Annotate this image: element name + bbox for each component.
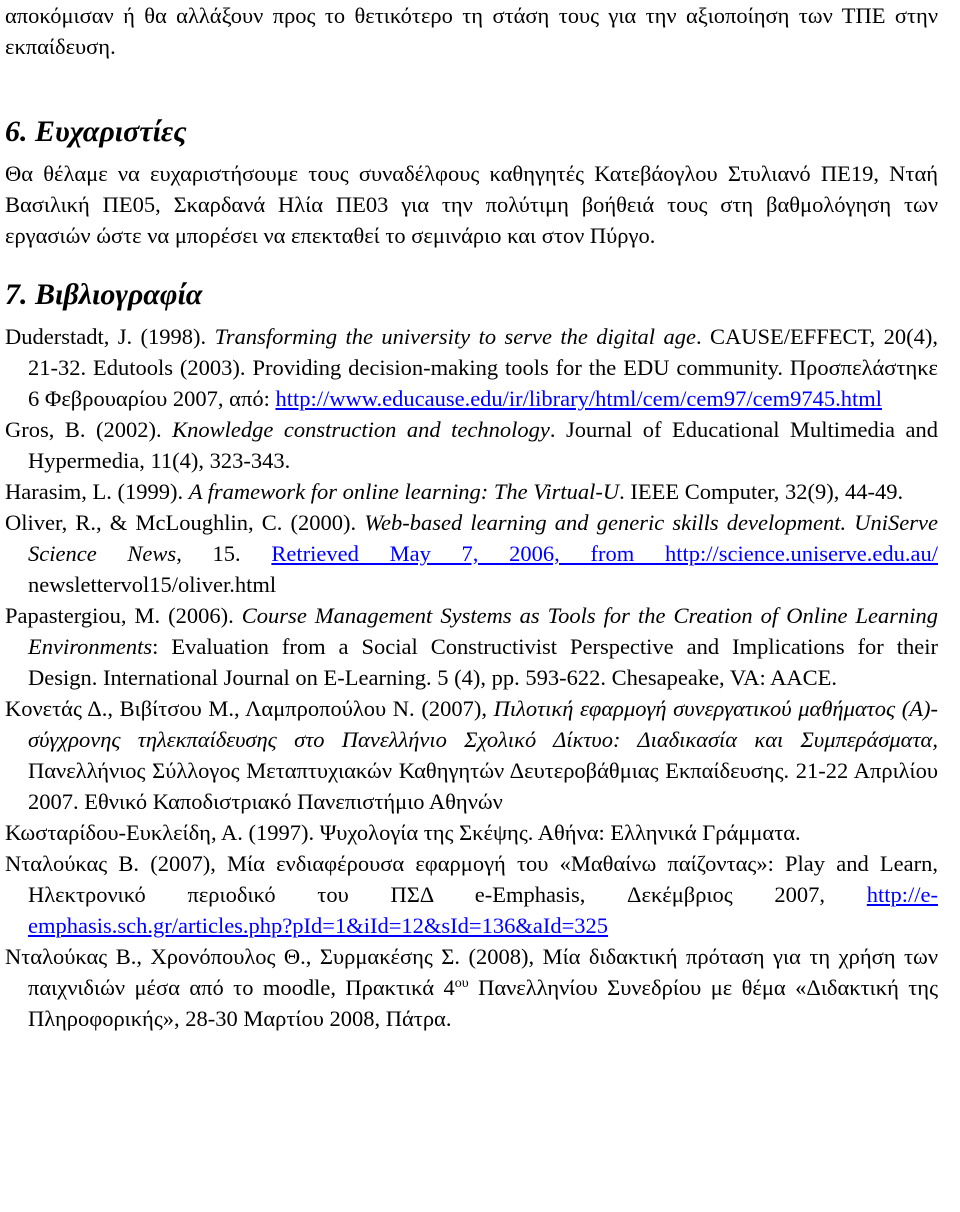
ref-details: . CAUSE/EFFECT, 20(4), 21-32. Edutools (2003). Providing decision-making tools for the EDU community. Προσπελάστηκε 6 Φεβρουαρίου 2007, από:: [28, 324, 938, 411]
ref-details-tail: Πανελληνίου Συνεδρίου με θέμα «Διδακτική της Πληροφορικής», 28-30 Μαρτίου 2008, Πάτρα.: [28, 975, 938, 1031]
reference-oliver: [5, 507, 938, 600]
reference-list: [5, 321, 938, 1034]
ref-title: Course Management Systems as Tools for the Creation of Online Learning Environments: [28, 603, 938, 659]
reference-duderstadt: [5, 321, 938, 414]
ref-author: Κονετάς Δ., Βιβίτσου Μ., Λαμπροπούλου Ν. (2007),: [5, 696, 494, 721]
reference-ntaloukas-2008: [5, 941, 938, 1034]
ref-details: Νταλούκας Β., Χρονόπουλος Θ., Συρμακέσης Σ. (2008), Μία διδακτική πρόταση για τη χρήση των παιχνιδιών μέσα από το moodle, Πρακτικά 4: [5, 944, 938, 1000]
reference-gros: [5, 414, 938, 476]
ref-author: Harasim, L. (1999).: [5, 479, 189, 504]
reference-harasim: [5, 476, 938, 507]
ordinal-superscript: ου: [454, 976, 469, 991]
reference-konetas: [5, 693, 938, 817]
ref-details: . IEEE Computer, 32(9), 44-49.: [619, 479, 904, 504]
ref-details: Νταλούκας Β. (2007), Μία ενδιαφέρουσα εφαρμογή του «Μαθαίνω παίζοντας»: Play and Learn, Ηλεκτρονικό περιοδικό του ΠΣΔ e-Emphasis, Δεκέμβριος 2007,: [5, 851, 938, 907]
ref-details: , 15.: [176, 541, 272, 566]
reference-link-uniserve[interactable]: Retrieved May 7, 2006, from http://science.uniserve.edu.au/: [271, 541, 938, 566]
ref-title: Knowledge construction and technology: [172, 417, 550, 442]
ref-title: Transforming the university to serve the digital age: [214, 324, 696, 349]
reference-link-emphasis[interactable]: http://e-emphasis.sch.gr/articles.php?pId=1&iId=12&sId=136&aId=325: [28, 882, 938, 938]
reference-link-educause[interactable]: http://www.educause.edu/ir/library/html/cem/cem97/cem9745.html: [275, 386, 882, 411]
ref-author: Gros, B. (2002).: [5, 417, 173, 442]
thanks-paragraph: Θα θέλαμε να ευχαριστήσουμε τους συναδέλφους καθηγητές Κατεβάογλου Στυλιανό ΠΕ19, Νταή Βασιλική ΠΕ05, Σκαρδανά Ηλία ΠΕ03 για την πολύτιμη βοήθειά τους στη βαθμολόγηση των εργασιών ώστε να μπορέσει να επεκταθεί το σεμινάριο και στον Πύργο.: [5, 161, 938, 248]
ref-title: Πιλοτική εφαρμογή συνεργατικού μαθήματος (Α)-σύγχρονης τηλεκπαίδευσης στο Πανελλήνιο Σχολικό Δίκτυο: Διαδικασία και Συμπεράσματα,: [28, 696, 938, 752]
section-heading-thanks: 6. Ευχαριστίες: [5, 115, 187, 148]
ref-title: Web-based learning and generic skills development. UniServe Science News: [28, 510, 938, 566]
reference-papastergiou: [5, 600, 938, 693]
ref-details: : Evaluation from a Social Constructivist Perspective and Implications for their Design. International Journal on E-Learning. 5 (4), pp. 593-622. Chesapeake, VA: AACE.: [28, 634, 938, 690]
ref-title: A framework for online learning: The Virtual-U: [188, 479, 620, 504]
ref-author: Duderstadt, J. (1998).: [5, 324, 215, 349]
document-page: [5, 0, 938, 1034]
reference-ntaloukas-2007: [5, 848, 938, 941]
section-heading-bibliography: 7. Βιβλιογραφία: [5, 278, 203, 311]
intro-paragraph: αποκόμισαν ή θα αλλάξουν προς το θετικότερο τη στάση τους για την αξιοποίηση των ΤΠΕ στην εκπαίδευση.: [5, 3, 938, 59]
ref-details: . Journal of Educational Multimedia and Hypermedia, 11(4), 323-343.: [28, 417, 938, 473]
reference-kostaridou: Κωσταρίδου-Ευκλείδη, Α. (1997). Ψυχολογία της Σκέψης. Αθήνα: Ελληνικά Γράμματα.: [5, 820, 801, 845]
ref-author: Oliver, R., & McLoughlin, C. (2000).: [5, 510, 365, 535]
ref-author: Papastergiou, M. (2006).: [5, 603, 242, 628]
ref-details-tail: newslettervol15/oliver.html: [28, 572, 277, 597]
ref-details: Πανελλήνιος Σύλλογος Μεταπτυχιακών Καθηγητών Δευτεροβάθμιας Εκπαίδευσης. 21-22 Απριλίου 2007. Εθνικό Καποδιστριακό Πανεπιστήμιο Αθηνών: [28, 758, 938, 814]
